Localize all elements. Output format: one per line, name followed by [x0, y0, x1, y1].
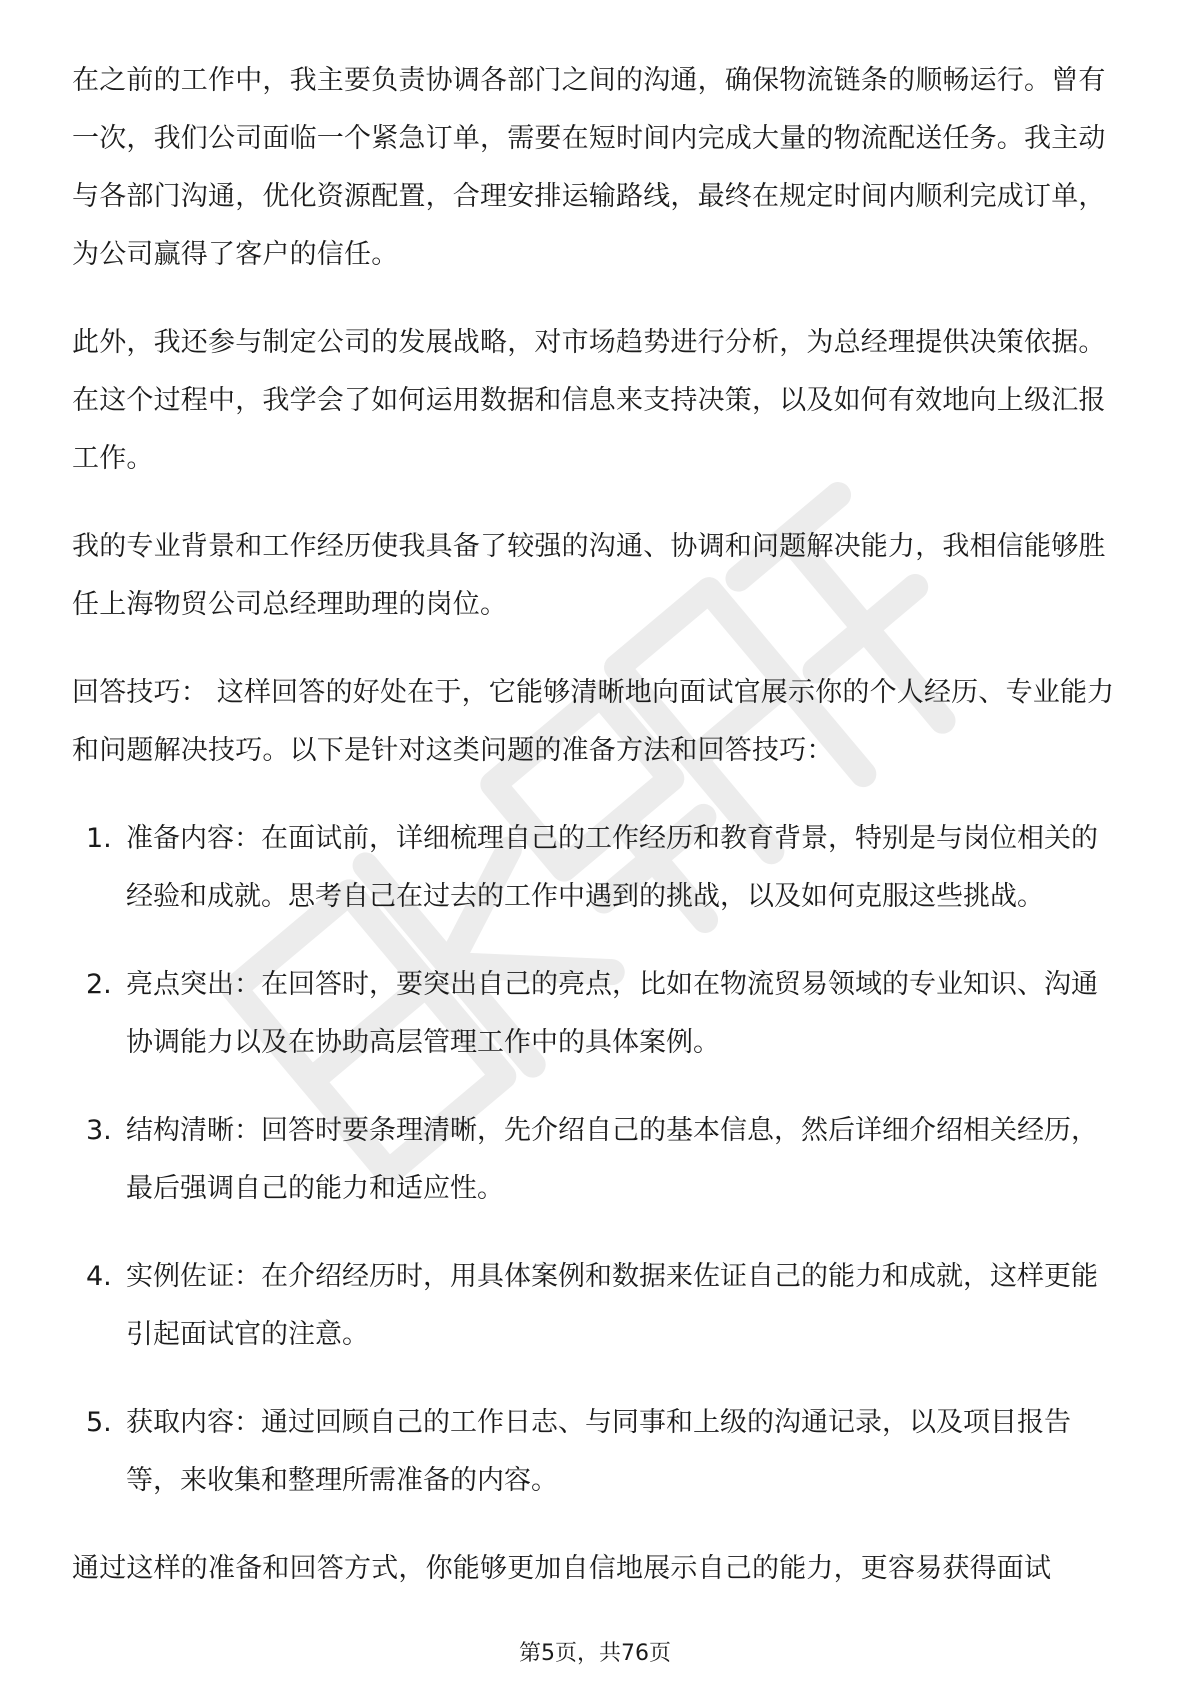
list-number: 1. — [86, 823, 112, 854]
page-number-footer: 第5页，共76页 — [519, 1641, 671, 1666]
list-item — [72, 1248, 1122, 1364]
tips-list — [72, 810, 1122, 1510]
list-text: 实例佐证：在介绍经历时，用具体案例和数据来佐证自己的能力和成就，这样更能引起面试官的注意。 — [126, 1261, 1098, 1350]
paragraph-closing: 通过这样的准备和回答方式，你能够更加自信地展示自己的能力，更容易获得面试 — [72, 1553, 1052, 1584]
list-number: 2. — [86, 969, 112, 1000]
list-number: 4. — [86, 1261, 112, 1292]
paragraph-answer-tips: 回答技巧： 这样回答的好处在于，它能够清晰地向面试官展示你的个人经历、专业能力和问题解决技巧。以下是针对这类问题的准备方法和回答技巧： — [72, 677, 1115, 766]
list-number: 3. — [86, 1115, 112, 1146]
list-text: 准备内容：在面试前，详细梳理自己的工作经历和教育背景，特别是与岗位相关的经验和成就。思考自己在过去的工作中遇到的挑战，以及如何克服这些挑战。 — [126, 823, 1098, 912]
list-text: 获取内容：通过回顾自己的工作日志、与同事和上级的沟通记录，以及项目报告等，来收集和整理所需准备的内容。 — [126, 1407, 1071, 1496]
paragraph-qualification: 我的专业背景和工作经历使我具备了较强的沟通、协调和问题解决能力，我相信能够胜任上海物贸公司总经理助理的岗位。 — [72, 531, 1106, 620]
list-item — [72, 956, 1122, 1072]
list-item — [72, 1394, 1122, 1510]
paragraph-strategy: 此外，我还参与制定公司的发展战略，对市场趋势进行分析，为总经理提供决策依据。在这个过程中，我学会了如何运用数据和信息来支持决策，以及如何有效地向上级汇报工作。 — [72, 327, 1106, 474]
list-number: 5. — [86, 1407, 112, 1438]
list-item — [72, 1102, 1122, 1218]
document-body — [72, 52, 1122, 1628]
list-text: 结构清晰：回答时要条理清晰，先介绍自己的基本信息，然后详细介绍相关经历，最后强调自己的能力和适应性。 — [126, 1115, 1098, 1204]
paragraph-work-coordination: 在之前的工作中，我主要负责协调各部门之间的沟通，确保物流链条的顺畅运行。曾有一次，我们公司面临一个紧急订单，需要在短时间内完成大量的物流配送任务。我主动与各部门沟通，优化资源配置，合理安排运输路线，最终在规定时间内顺利完成订单，为公司赢得了客户的信任。 — [72, 65, 1106, 270]
list-item — [72, 810, 1122, 926]
list-text: 亮点突出：在回答时，要突出自己的亮点，比如在物流贸易领域的专业知识、沟通协调能力以及在协助高层管理工作中的具体案例。 — [126, 969, 1098, 1058]
